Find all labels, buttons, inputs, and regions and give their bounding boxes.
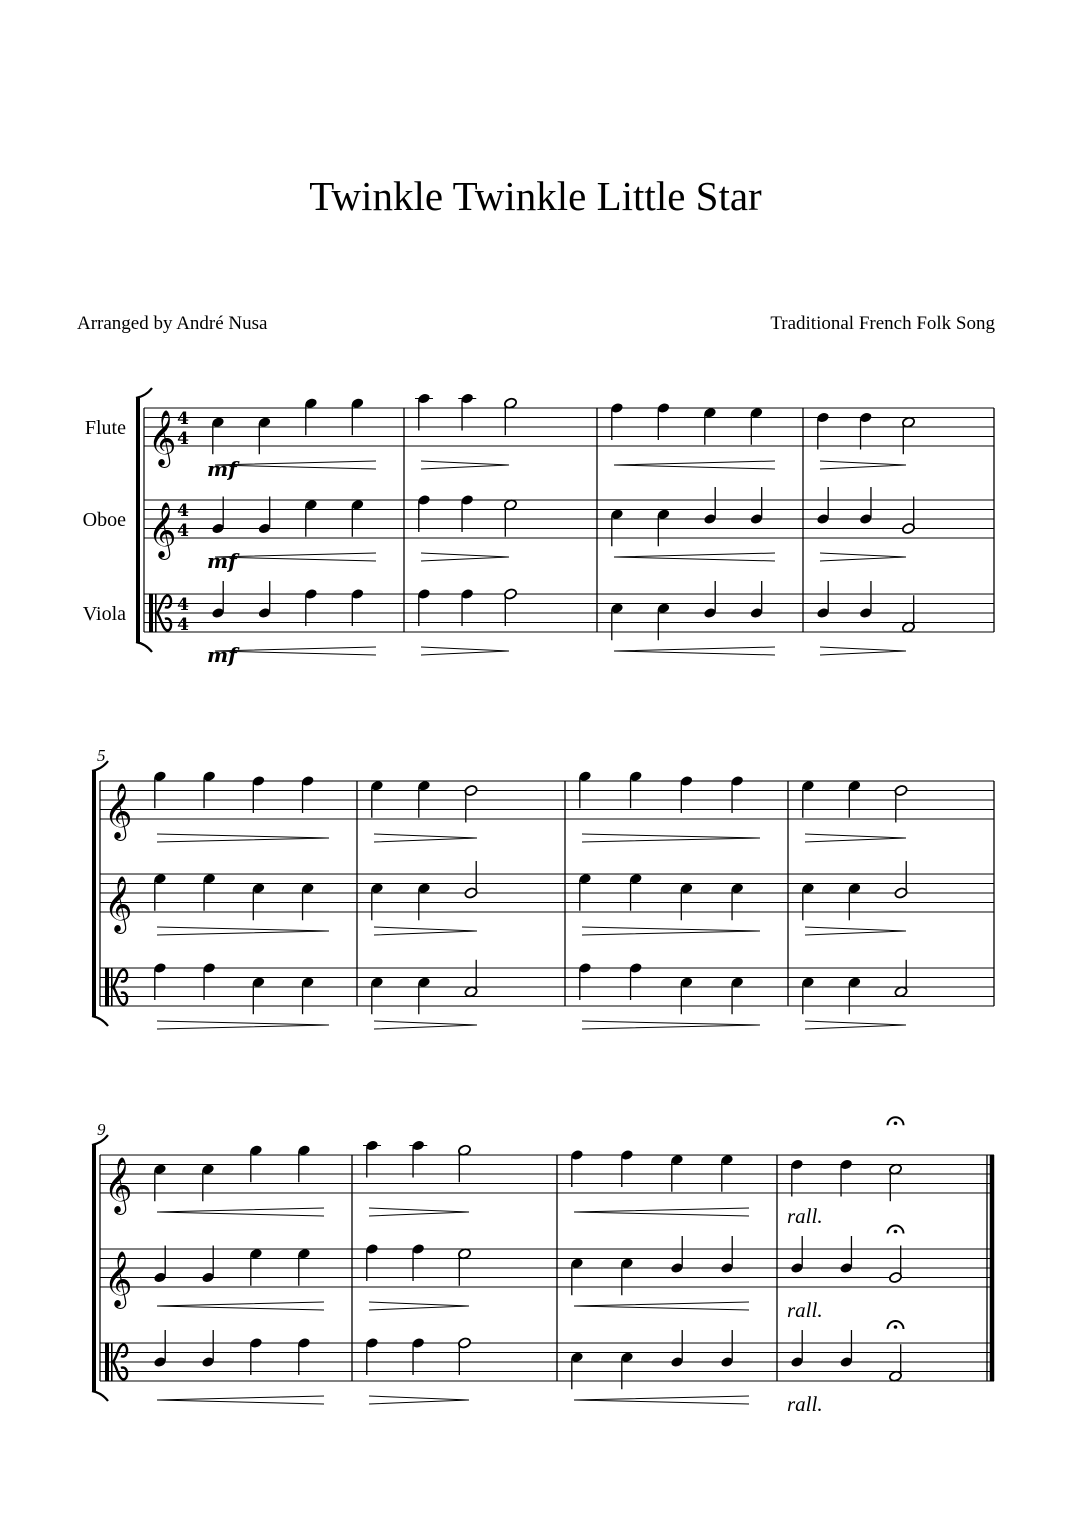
oboe-note — [570, 1257, 584, 1295]
oboe-note — [670, 1236, 684, 1274]
flute-note — [370, 780, 384, 818]
oboe-note — [249, 1248, 263, 1286]
oboe-note — [657, 508, 671, 546]
rall-marking: rall. — [787, 1204, 823, 1228]
diminuendo-hairpin — [374, 1021, 477, 1029]
oboe-note — [750, 487, 764, 525]
flute-note — [859, 411, 873, 449]
time-signature-denominator: 4 — [177, 521, 189, 541]
diminuendo-hairpin — [820, 647, 906, 655]
flute-note — [458, 1144, 472, 1182]
oboe-note — [417, 494, 431, 532]
score-title: Twinkle Twinkle Little Star — [309, 173, 762, 219]
oboe-note — [816, 487, 830, 525]
treble-clef-icon: 𝄞 — [148, 502, 177, 558]
flute-note — [790, 1158, 804, 1196]
viola-note — [703, 581, 717, 619]
measure-1 — [211, 397, 376, 655]
viola-note — [670, 1330, 684, 1368]
arranger-credit: Arranged by André Nusa — [77, 313, 268, 334]
diminuendo-hairpin — [157, 927, 329, 935]
flute-note — [304, 397, 318, 435]
diminuendo-hairpin — [820, 461, 906, 469]
flute-note — [351, 397, 365, 435]
flute-note — [720, 1154, 734, 1192]
staff-viola — [100, 1343, 994, 1381]
crescendo-hairpin — [157, 1302, 324, 1310]
flute-note — [620, 1149, 634, 1187]
oboe-note — [504, 499, 518, 537]
bracket-top-hook — [136, 388, 152, 398]
viola-note — [202, 962, 216, 1000]
flute-note — [258, 416, 272, 454]
viola-note — [902, 595, 916, 633]
time-signature-denominator: 4 — [177, 429, 189, 449]
crescendo-hairpin — [215, 647, 376, 655]
viola-note — [301, 976, 315, 1014]
diminuendo-hairpin — [374, 927, 477, 935]
flute-note — [839, 1158, 853, 1196]
dynamic-marking: mf — [207, 643, 237, 667]
flute-note — [415, 392, 433, 430]
viola-note — [460, 588, 474, 626]
oboe-note — [351, 499, 365, 537]
oboe-note — [620, 1257, 634, 1295]
oboe-note — [460, 494, 474, 532]
viola-note — [365, 1337, 379, 1375]
measure-number: 9 — [97, 1120, 106, 1139]
flute-note — [570, 1149, 584, 1187]
flute-note — [629, 770, 643, 808]
instrument-name: Flute — [84, 417, 126, 439]
oboe-note — [202, 873, 216, 911]
viola-note — [504, 588, 518, 626]
system-1 — [83, 388, 994, 667]
time-signature-denominator: 4 — [177, 615, 189, 635]
flute-note — [301, 775, 315, 813]
oboe-note — [848, 882, 862, 920]
diminuendo-hairpin — [805, 834, 906, 842]
time-signature-numerator: 4 — [177, 595, 189, 615]
diminuendo-hairpin — [582, 834, 760, 842]
staff-viola — [100, 968, 994, 1006]
viola-note — [629, 962, 643, 1000]
viola-note — [249, 1337, 263, 1375]
fermata-dot — [894, 1121, 898, 1125]
oboe-note — [629, 873, 643, 911]
viola-note — [894, 960, 908, 998]
viola-note — [258, 581, 272, 619]
oboe-note — [720, 1236, 734, 1274]
flute-note — [458, 392, 476, 430]
viola-note — [730, 976, 744, 1014]
diminuendo-hairpin — [805, 927, 906, 935]
viola-note — [680, 976, 694, 1014]
measure-2 — [415, 392, 517, 655]
flute-note — [848, 780, 862, 818]
oboe-note — [680, 882, 694, 920]
treble-clef-icon: 𝄞 — [104, 1251, 133, 1307]
crescendo-hairpin — [215, 461, 376, 469]
diminuendo-hairpin — [369, 1302, 469, 1310]
treble-clef-icon: 𝄞 — [148, 410, 177, 466]
viola-note — [888, 1321, 904, 1382]
oboe-note — [610, 508, 624, 546]
oboe-note — [370, 882, 384, 920]
oboe-note — [297, 1248, 311, 1286]
viola-note — [657, 602, 671, 640]
viola-note — [458, 1337, 472, 1375]
flute-note — [888, 1117, 904, 1201]
viola-note — [153, 962, 167, 1000]
viola-note — [304, 588, 318, 626]
viola-note — [859, 581, 873, 619]
flute-note — [680, 775, 694, 813]
staff-flute — [100, 1155, 994, 1193]
flute-note — [894, 784, 908, 822]
viola-note — [790, 1330, 804, 1368]
flute-note — [578, 770, 592, 808]
bracket-bottom-hook — [92, 1016, 108, 1026]
measure-11 — [570, 1149, 749, 1404]
viola-note — [570, 1351, 584, 1389]
instrument-name: Oboe — [82, 509, 126, 531]
viola-note — [417, 588, 431, 626]
flute-note — [703, 407, 717, 445]
viola-note — [620, 1351, 634, 1389]
flute-note — [211, 416, 225, 454]
measure-8 — [801, 780, 908, 1029]
diminuendo-hairpin — [369, 1396, 469, 1404]
viola-note — [252, 976, 266, 1014]
oboe-note — [301, 882, 315, 920]
crescendo-hairpin — [614, 461, 775, 469]
flute-note — [417, 780, 431, 818]
staff-oboe — [100, 874, 994, 912]
viola-note — [750, 581, 764, 619]
oboe-note — [153, 1246, 167, 1284]
viola-note — [411, 1337, 425, 1375]
treble-clef-icon: 𝄞 — [104, 783, 133, 839]
oboe-note — [859, 487, 873, 525]
viola-note — [417, 976, 431, 1014]
oboe-note — [578, 873, 592, 911]
oboe-note — [894, 861, 908, 899]
flute-note — [801, 780, 815, 818]
oboe-note — [902, 497, 916, 535]
rall-marking: rall. — [787, 1392, 823, 1416]
diminuendo-hairpin — [421, 553, 509, 561]
oboe-note — [201, 1246, 215, 1284]
fermata-dot — [894, 1325, 898, 1329]
diminuendo-hairpin — [805, 1021, 906, 1029]
system-2 — [92, 746, 994, 1029]
viola-note — [720, 1330, 734, 1368]
system-3 — [92, 1117, 994, 1416]
oboe-note — [252, 882, 266, 920]
instrument-name: Viola — [82, 603, 126, 625]
viola-note — [297, 1337, 311, 1375]
dynamic-marking: mf — [207, 549, 237, 573]
viola-note — [211, 581, 225, 619]
treble-clef-icon: 𝄞 — [104, 876, 133, 932]
flute-note — [670, 1154, 684, 1192]
diminuendo-hairpin — [820, 553, 906, 561]
flute-note — [252, 775, 266, 813]
crescendo-hairpin — [614, 647, 775, 655]
crescendo-hairpin — [574, 1208, 749, 1216]
viola-note — [153, 1330, 167, 1368]
viola-note — [839, 1330, 853, 1368]
flute-note — [816, 411, 830, 449]
viola-note — [201, 1330, 215, 1368]
viola-note — [848, 976, 862, 1014]
viola-note — [610, 602, 624, 640]
measure-10 — [363, 1139, 471, 1404]
oboe-note — [211, 497, 225, 535]
oboe-note — [790, 1236, 804, 1274]
flute-note — [363, 1139, 381, 1177]
flute-note — [153, 770, 167, 808]
oboe-note — [839, 1236, 853, 1274]
time-signature-numerator: 4 — [177, 409, 189, 429]
oboe-note — [153, 873, 167, 911]
flute-note — [902, 416, 916, 454]
oboe-note — [703, 487, 717, 525]
flute-note — [464, 784, 478, 822]
flute-note — [750, 407, 764, 445]
oboe-note — [801, 882, 815, 920]
diminuendo-hairpin — [582, 927, 760, 935]
viola-note — [464, 960, 478, 998]
viola-note — [578, 962, 592, 1000]
flute-note — [657, 402, 671, 440]
measure-6 — [370, 780, 478, 1029]
staff-flute — [100, 781, 994, 819]
dynamic-marking: mf — [207, 457, 237, 481]
oboe-note — [365, 1243, 379, 1281]
fermata-dot — [894, 1230, 898, 1234]
staff-oboe — [100, 1249, 994, 1287]
diminuendo-hairpin — [369, 1208, 469, 1216]
flute-note — [730, 775, 744, 813]
crescendo-hairpin — [614, 553, 775, 561]
viola-note — [816, 581, 830, 619]
flute-note — [504, 397, 518, 435]
time-signature-numerator: 4 — [177, 501, 189, 521]
composer-credit: Traditional French Folk Song — [770, 313, 995, 334]
diminuendo-hairpin — [421, 647, 509, 655]
flute-note — [249, 1144, 263, 1182]
flute-note — [202, 770, 216, 808]
viola-note — [801, 976, 815, 1014]
diminuendo-hairpin — [157, 1021, 329, 1029]
oboe-note — [464, 861, 478, 899]
oboe-note — [458, 1248, 472, 1286]
diminuendo-hairpin — [582, 1021, 760, 1029]
diminuendo-hairpin — [421, 461, 509, 469]
crescendo-hairpin — [157, 1208, 324, 1216]
oboe-note — [304, 499, 318, 537]
bracket-bottom-hook — [92, 1391, 108, 1401]
crescendo-hairpin — [157, 1396, 324, 1404]
flute-note — [409, 1139, 427, 1177]
crescendo-hairpin — [215, 553, 376, 561]
bracket-bottom-hook — [136, 642, 152, 652]
flute-note — [201, 1163, 215, 1201]
oboe-note — [417, 882, 431, 920]
oboe-note — [730, 882, 744, 920]
rall-marking: rall. — [787, 1298, 823, 1322]
crescendo-hairpin — [574, 1302, 749, 1310]
viola-note — [370, 976, 384, 1014]
oboe-note — [411, 1243, 425, 1281]
viola-note — [351, 588, 365, 626]
crescendo-hairpin — [574, 1396, 749, 1404]
flute-note — [153, 1163, 167, 1201]
flute-note — [610, 402, 624, 440]
oboe-note — [258, 497, 272, 535]
flute-note — [297, 1144, 311, 1182]
diminuendo-hairpin — [157, 834, 329, 842]
measure-4 — [816, 411, 915, 655]
measure-number: 5 — [97, 746, 106, 765]
treble-clef-icon: 𝄞 — [104, 1157, 133, 1213]
oboe-note — [888, 1226, 904, 1284]
diminuendo-hairpin — [374, 834, 477, 842]
